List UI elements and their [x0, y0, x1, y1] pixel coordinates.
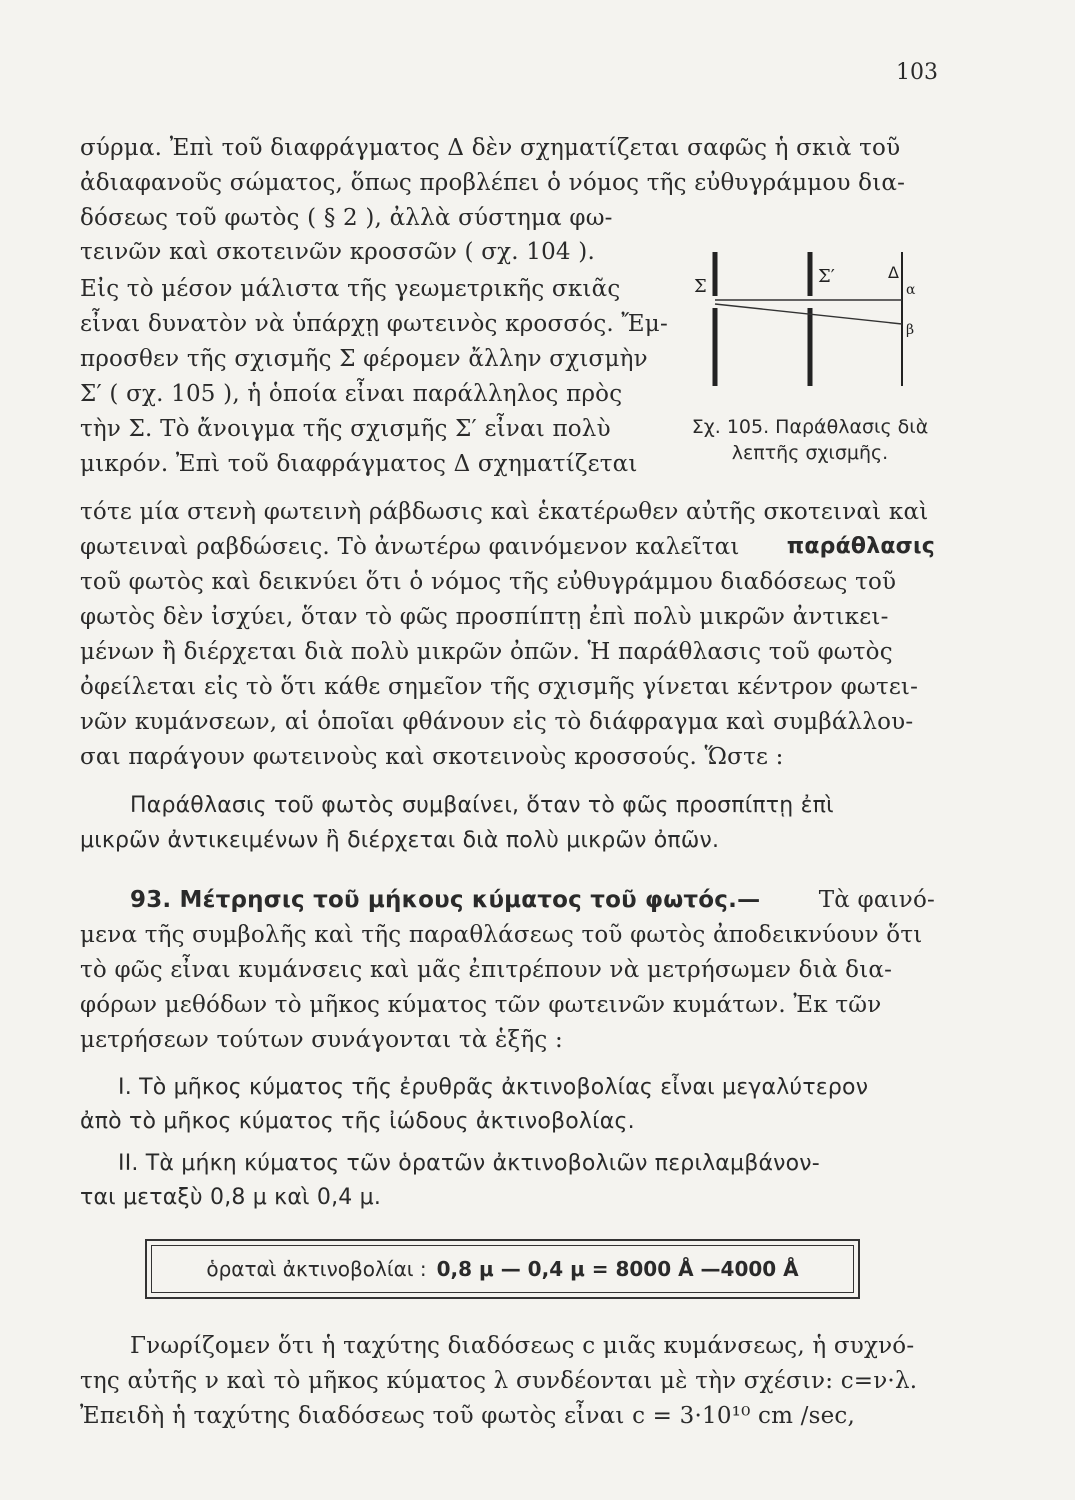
section-heading-line: [130, 884, 935, 916]
text-fragment: Τὰ φαινό-: [818, 887, 935, 913]
text-line: μετρήσεων τούτων συνάγονται τὰ ἑξῆς :: [80, 1027, 563, 1053]
formula-box: [145, 1239, 860, 1299]
text-line: μικρόν. Ἐπὶ τοῦ διαφράγματος Δ σχηματίζεται: [80, 451, 638, 477]
point-line: ἀπὸ τὸ μῆκος κύματος τῆς ἰώδους ἀκτινοβολίας.: [80, 1109, 635, 1134]
text-line: τὸ φῶς εἶναι κυμάνσεις καὶ μᾶς ἐπιτρέπουν νὰ μετρήσωμεν διὰ δια-: [80, 957, 893, 983]
text-line: ὀφείλεται εἰς τὸ ὅτι κάθε σημεῖον τῆς σχισμῆς γίνεται κέντρον φωτει-: [80, 674, 919, 700]
formula-box-inner: [151, 1245, 854, 1293]
text-line: Ἐπειδὴ ἡ ταχύτης διαδόσεως τοῦ φωτὸς εἶναι c = 3·10¹⁰ cm /sec,: [80, 1403, 855, 1429]
text-line-with-term: [80, 531, 935, 563]
text-line: φωτὸς δὲν ἰσχύει, ὅταν τὸ φῶς προσπίπτῃ ἐπὶ πολὺ μικρῶν ἀντικει-: [80, 604, 889, 630]
text-line: φόρων μεθόδων τὸ μῆκος κύματος τῶν φωτεινῶν κυμάτων. Ἐκ τῶν: [80, 992, 882, 1018]
text-line: τεινῶν καὶ σκοτεινῶν κροσσῶν ( σχ. 104 ).: [80, 239, 595, 265]
section-heading: 93. Μέτρησις τοῦ μήκους κύματος τοῦ φωτός.—: [130, 887, 761, 913]
label-s-prime: Σ′: [818, 266, 835, 287]
term-diffraction: παράθλασις: [786, 534, 935, 559]
point-line: ΙΙ. Τὰ μήκη κύματος τῶν ὁρατῶν ἀκτινοβολιῶν περιλαμβάνον-: [118, 1151, 820, 1176]
label-s: Σ: [694, 276, 707, 297]
formula-label: ὁραταὶ ἀκτινοβολίαι :: [206, 1257, 427, 1281]
text-line: Γνωρίζομεν ὅτι ἡ ταχύτης διαδόσεως c μιᾶς κυμάνσεως, ἡ συχνό-: [130, 1333, 915, 1359]
text-line: ἀδιαφανοῦς σώματος, ὅπως προβλέπει ὁ νόμος τῆς εὐθυγράμμου δια-: [80, 170, 906, 196]
text-line: δόσεως τοῦ φωτὸς ( § 2 ), ἀλλὰ σύστημα φω-: [80, 205, 613, 231]
point-line: ται μεταξὺ 0,8 μ καὶ 0,4 μ.: [80, 1185, 382, 1210]
slit-gap: [710, 296, 818, 308]
text-line: μενα τῆς συμβολῆς καὶ τῆς παραθλάσεως τοῦ φωτὸς ἀποδεικνύουν ὅτι: [80, 922, 923, 948]
text-line: Εἰς τὸ μέσον μάλιστα τῆς γεωμετρικῆς σκιᾶς: [80, 276, 621, 302]
text-line: τοῦ φωτὸς καὶ δεικνύει ὅτι ὁ νόμος τῆς εὐθυγράμμου διαδόσεως τοῦ: [80, 569, 897, 595]
text-line: σύρμα. Ἐπὶ τοῦ διαφράγματος Δ δὲν σχηματίζεται σαφῶς ἡ σκιὰ τοῦ: [80, 135, 901, 161]
text-fragment: φωτειναὶ ραβδώσεις. Τὸ ἀνωτέρω φαινόμενον καλεῖται: [80, 534, 740, 560]
rule-line: μικρῶν ἀντικειμένων ἢ διέρχεται διὰ πολὺ μικρῶν ὀπῶν.: [80, 828, 720, 853]
text-line: προσθεν τῆς σχισμῆς Σ φέρομεν ἄλλην σχισμὴν: [80, 346, 648, 372]
text-line: τότε μία στενὴ φωτεινὴ ράβδωσις καὶ ἑκατέρωθεν αὐτῆς σκοτειναὶ καὶ: [80, 499, 929, 525]
label-a: α: [906, 282, 916, 298]
page-number: 103: [896, 60, 938, 85]
text-line: σαι παράγουν φωτεινοὺς καὶ σκοτεινοὺς κροσσούς. Ὥστε :: [80, 744, 784, 770]
rule-line: Παράθλασις τοῦ φωτὸς συμβαίνει, ὅταν τὸ φῶς προσπίπτῃ ἐπὶ: [130, 793, 834, 818]
text-line: τὴν Σ. Τὸ ἄνοιγμα τῆς σχισμῆς Σ′ εἶναι πολὺ: [80, 416, 611, 442]
text-line: εἶναι δυνατὸν νὰ ὑπάρχῃ φωτεινὸς κροσσός. Ἔμ-: [80, 311, 668, 337]
formula-value: 0,8 μ — 0,4 μ = 8000 Å —4000 Å: [436, 1257, 799, 1281]
figure-caption: Σχ. 105. Παράθλασις διὰ λεπτῆς σχισμῆς.: [691, 416, 929, 464]
text-line: μένων ἢ διέρχεται διὰ πολὺ μικρῶν ὀπῶν. Ἡ παράθλασις τοῦ φωτὸς: [80, 639, 893, 665]
text-line: νῶν κυμάνσεων, αἱ ὁποῖαι φθάνουν εἰς τὸ διάφραγμα καὶ συμβάλλου-: [80, 709, 914, 735]
diffraction-figure: [680, 252, 930, 402]
point-line: Ι. Τὸ μῆκος κύματος τῆς ἐρυθρᾶς ἀκτινοβολίας εἶναι μεγαλύτερον: [118, 1075, 869, 1100]
text-line: της αὐτῆς ν καὶ τὸ μῆκος κύματος λ συνδέονται μὲ τὴν σχέσιν: c=ν·λ.: [80, 1368, 918, 1394]
text-line: Σ′ ( σχ. 105 ), ἡ ὁποία εἶναι παράλληλος πρὸς: [80, 381, 623, 407]
label-d: Δ: [888, 263, 899, 282]
label-b: β: [906, 322, 915, 338]
